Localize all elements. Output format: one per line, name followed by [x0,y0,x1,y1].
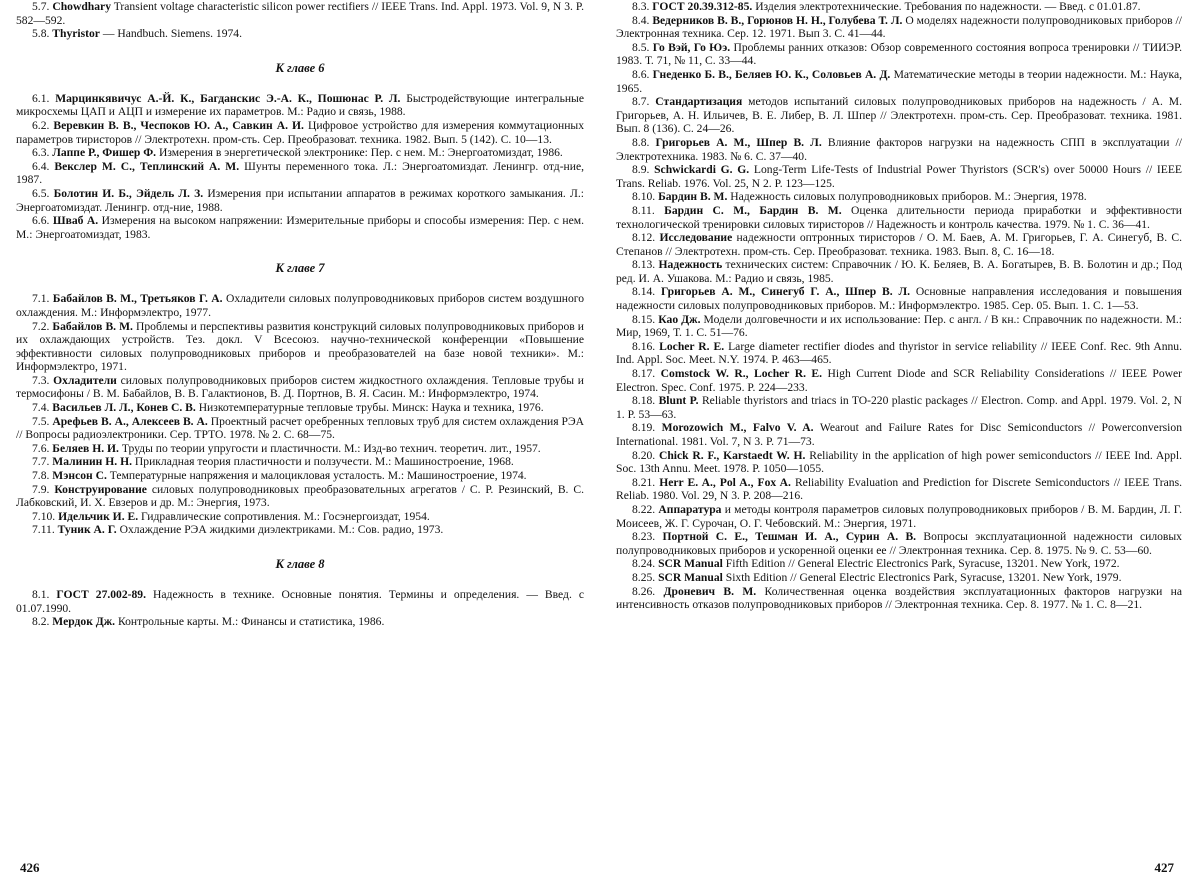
reference-text: Large diameter rectifier diodes and thyristor in service reliability // IEEE Conf. Rec. 9th Annu. Ind. Appl. Soc. Meet. N.Y. 1974. P. 463—465. [616,339,1182,367]
left-page-number: 426 [20,860,40,875]
left-page [16,0,584,883]
reference-author: Thyristor [52,27,100,41]
reference-entry [16,187,584,214]
reference-author: Chick R. F., Karstaedt W. H. [658,448,806,462]
reference-author: Го Вэй, Го Юэ. [652,40,731,54]
reference-text: и методы контроля параметров силовых полупроводниковых приборов / В. М. Бардин, Л. Г. Моисеев, Ж. Г. Сурочан, О. Г. Чебовский. М.: Энергия, 1971. [616,502,1182,530]
reference-entry [616,68,1182,95]
reference-number: 7.1. [32,292,50,306]
reference-number: 8.23. [632,530,656,544]
reference-number: 7.6. [32,441,50,455]
reference-entry [616,557,1182,571]
right-page-number: 427 [1154,860,1174,875]
reference-number: 8.15. [632,312,656,326]
reference-number: 8.22. [632,502,656,516]
reference-number: 8.9. [632,163,650,177]
reference-text: — Handbuch. Siemens. 1974. [102,27,242,41]
reference-number: 8.7. [632,95,650,109]
reference-number: 8.2. [32,615,50,629]
reference-text: методов испытаний силовых полупроводниковых приборов на надежность / А. М. Григорьев, А. Н. Ильичев, В. Е. Либер, В. Л. Шпер // Электротехн. пром-сть. Сер. Преобразоват. техника. 1981. Вып. 8 (136). С. 24—26. [616,95,1182,136]
reference-number: 8.10. [632,190,656,204]
reference-text: Измерения в энергетической электронике: Пер. с нем. М.: Энергоатомиздат, 1986. [159,146,563,160]
reference-number: 8.19. [632,421,656,435]
reference-number: 8.14. [632,285,656,299]
reference-entry [616,190,1182,204]
reference-entry [616,95,1182,136]
reference-text: Sixth Edition // General Electric Electronics Park, Syracuse, 13201. New York, 1979. [725,570,1122,584]
reference-text: Модели долговечности и их использование: Пер. с англ. / В кн.: Справочник по надежности. М.: Мир, 1969, Т. 1. С. 51—76. [616,312,1183,340]
reference-text: Шунты переменного тока. Л.: Энергоатомиздат. Ленингр. отд-ние, 1987. [16,159,585,187]
reference-author: Бабайлов В. М., Третьяков Г. А. [52,292,223,306]
reference-text: Охладители силовых полупроводниковых приборов систем воздушного охлаждения. М.: Информэлектро, 1977. [16,292,585,319]
chapter-heading: К главе 7 [275,261,325,276]
reference-number: 7.8. [32,469,50,483]
left-page-references [16,0,584,841]
reference-author: Мердок Дж. [52,615,116,629]
reference-number: 8.6. [632,67,650,81]
reference-number: 8.5. [632,40,650,54]
reference-text: Цифровое устройство для измерения коммутационных параметров тиристоров // Электротехн. пром-сть. Сер. Преобразоват. техника. 1982. Вып. 5 (142). С. 10—13. [16,118,584,146]
reference-author: Бардин В. М. [658,190,728,204]
reference-entry [16,160,584,187]
reference-number: 7.10. [32,509,56,523]
reference-author: Исследование [659,231,733,245]
reference-text: Охлаждение РЭА жидкими диэлектриками. М.: Сов. радио, 1973. [119,523,444,537]
reference-author: ГОСТ 20.39.312-85. [652,0,753,13]
reference-entry [16,27,584,41]
reference-number: 7.9. [32,482,50,496]
reference-text: Температурные напряжения и малоцикловая усталость. М.: Машиностроение, 1974. [109,469,527,483]
reference-text: технических систем: Справочник / Ю. К. Беляев, В. А. Богатырев, В. В. Болотин и др.; Под ред. И. А. Ушакова. М.: Радио и связь, 1985. [616,258,1182,285]
reference-number: 8.20. [632,448,656,462]
reference-number: 8.24. [632,557,656,571]
reference-author: Ведерников В. В., Горюнов Н. Н., Голубева Т. Л. [652,13,903,27]
reference-entry [616,313,1182,340]
reference-author: Портной С. Е., Тешман И. А., Сурин А. В. [662,530,917,544]
chapter-heading: К главе 6 [275,60,325,75]
reference-entry [16,523,584,537]
reference-text: Проектный расчет оребренных тепловых труб для систем охлаждения РЭА // Вопросы радиоэлектроники. Сер. ТРТО. 1978. № 2. С. 68—75. [16,414,584,442]
reference-entry [616,204,1182,231]
reference-author: Идельчик И. Е. [58,509,139,523]
reference-text: Основные направления исследования и повышения надежности силовых полупроводниковых приборов. М.: Информэлектро. 1985. Сер. 05. Вып. 1. С. 1—53. [616,285,1183,313]
reference-number: 6.1. [32,91,50,105]
reference-number: 7.3. [32,373,50,387]
reference-number: 5.8. [32,27,50,41]
reference-entry [616,41,1182,68]
reference-text: Гидравлические сопротивления. М.: Госэнергоиздат, 1954. [141,509,430,523]
reference-author: SCR Manual [658,557,723,571]
reference-entry [616,367,1182,394]
reference-number: 7.11. [32,523,55,537]
reference-number: 7.5. [32,414,50,428]
reference-text: Контрольные карты. М.: Финансы и статистика, 1986. [117,615,385,629]
reference-number: 6.2. [32,118,50,132]
reference-entry [616,571,1182,585]
reference-text: силовых полупроводниковых приборов систем жидкостного охлаждения. Тепловые трубы и термосифоны / В. М. Бабайлов, В. В. Галактионов, В. Д. Портнов, В. Я. Сасин. М.: Информэлектро, 1974. [16,373,584,401]
reference-author: Конструирование [54,482,147,496]
reference-entry [16,320,584,374]
reference-entry [16,469,584,483]
reference-number: 8.13. [632,258,656,272]
reference-entry [616,14,1182,41]
reference-text: Проблемы и перспективы развития конструкций силовых полупроводниковых приборов и их охлаждающих устройств. Тез. докл. V Всесоюз. научно-технической конференции «Повышение эффективности силовых полупроводниковых приборов и преобразователей на базе новой техники». М.: Информэлектро, 1971. [16,319,585,374]
reference-number: 7.7. [32,455,50,469]
reference-text: Вопросы эксплуатационной надежности силовых полупроводниковых приборов и ускоренной оценки ее // Электронная техника. Сер. 8. 1975. № 9. С. 53—60. [616,530,1182,557]
reference-text: Fifth Edition // General Electric Electronics Park, Syracuse, 13201. New York, 1972. [725,557,1120,571]
reference-author: Васильев Л. Л., Конев С. В. [52,401,196,415]
reference-number: 7.4. [32,401,50,415]
reference-author: Арефьев В. А., Алексеев В. А. [52,414,208,428]
reference-author: Беляев Н. И. [52,441,119,455]
reference-text: Низкотемпературные тепловые трубы. Минск: Наука и техника, 1976. [198,401,544,415]
reference-entry [616,258,1182,285]
reference-text: Измерения на высоком напряжении: Измерительные приборы и способы измерения: Пер. с нем. М.: Энергоатомиздат, 1983. [16,214,584,241]
reference-text: Reliable thyristors and triacs in TO-220 plastic packages // Electron. Comp. and Appl. 1979. Vol. 2, N 1. P. 53—63. [616,394,1182,421]
reference-entry [616,163,1182,190]
reference-text: Transient voltage characteristic silicon power rectifiers // IEEE Trans. Ind. Appl. 1973. Vol. 9, N 3. P. 582—592. [16,0,584,27]
reference-text: Надежность силовых полупроводниковых приборов. М.: Энергия, 1978. [730,190,1087,204]
reference-text: Reliability in the application of high power semiconductors // IEEE Ind. Appl. Soc. 13th Annu. Meet. 1978. P. 1050—1055. [616,448,1182,476]
reference-text: Изделия электротехнические. Требования по надежности. — Введ. с 01.01.87. [755,0,1141,13]
reference-entry [16,292,584,319]
reference-text: Количественная оценка воздействия эксплуатационных факторов нагрузки на интенсивность отказов полупроводниковых приборов // Электронная техника. Сер. 8. 1977. № 1. С. 8—21. [616,584,1182,612]
reference-entry [616,0,1182,14]
reference-text: Надежность в технике. Основные понятия. Термины и определения. — Введ. с 01.07.1990. [16,588,584,615]
reference-entry [616,421,1182,448]
reference-entry [16,92,584,119]
reference-entry [616,285,1182,312]
reference-author: Лаппе Р., Фишер Ф. [52,146,157,160]
reference-text: Труды по теории упругости и пластичности. М.: Изд-во технич. теоретич. лит., 1957. [121,441,541,455]
reference-entry [16,588,584,615]
reference-number: 5.7. [32,0,50,13]
reference-author: Дроневич В. М. [663,584,757,598]
reference-author: Туник А. Г. [57,523,117,537]
reference-author: ГОСТ 27.002-89. [56,588,147,601]
reference-entry [16,119,584,146]
reference-entry [16,442,584,456]
reference-number: 8.17. [632,367,656,381]
reference-text: High Current Diode and SCR Reliability Considerations // IEEE Power Electron. Spec. Conf. 1975. P. 224—233. [616,367,1182,394]
reference-entry [16,0,584,27]
reference-number: 8.25. [632,570,656,584]
reference-author: Векслер М. С., Теплинский А. М. [54,159,240,173]
reference-entry [16,615,584,629]
reference-entry [16,146,584,160]
reference-entry [616,449,1182,476]
right-page-references [616,0,1182,841]
reference-text: Reliability Evaluation and Prediction for Discrete Semiconductors // IEEE Trans. Reliab. 1980. Vol. 29, N 3. P. 208—216. [616,475,1183,503]
reference-number: 7.2. [32,319,50,333]
reference-number: 8.16. [632,339,656,353]
reference-number: 6.3. [32,146,50,160]
reference-author: Надежность [658,258,723,272]
reference-number: 8.8. [632,135,650,149]
reference-author: Schwickardi G. G. [654,163,750,177]
reference-author: Мэнсон С. [52,469,107,483]
reference-text: Измерения при испытании аппаратов в режимах короткого замыкания. Л.: Энергоатомиздат. Ленингр. отд-ние, 1988. [16,186,584,214]
reference-entry [616,394,1182,421]
reference-author: Herr E. A., Pol A., Fox A. [659,475,791,489]
reference-text: Wearout and Failure Rates for Disc Semiconductors // Powerconversion International. 1981. Vol. 7, N 3. P. 71—73. [616,421,1183,448]
reference-text: Прикладная теория пластичности и ползучести. М.: Машиностроение, 1968. [134,455,514,469]
reference-author: Као Дж. [658,312,701,326]
reference-author: Григорьев А. М., Шпер В. Л. [655,135,822,149]
reference-author: Малинин Н. Н. [52,455,132,469]
reference-number: 8.4. [632,13,650,27]
reference-entry [616,476,1182,503]
reference-number: 8.26. [632,584,656,598]
reference-author: Comstock W. R., Locher R. E. [660,367,823,381]
reference-author: Chowdhary [52,0,111,13]
reference-entry [616,231,1182,258]
reference-entry [616,340,1182,367]
reference-number: 8.21. [632,475,656,489]
reference-entry [616,136,1182,163]
reference-text: силовых полупроводниковых преобразовательных агрегатов / С. Р. Резинский, В. С. Лабковский, И. Х. Евзеров и др. М.: Энергия, 1973. [16,482,584,510]
reference-entry [16,510,584,524]
reference-author: Марцинкявичус А.-Й. К., Багданскис Э.-А. К., Пошюнас Р. Л. [55,91,401,105]
reference-entry [16,401,584,415]
reference-number: 6.5. [32,186,50,200]
reference-author: Веревкин В. В., Чеспоков Ю. А., Савкин А. И. [53,118,304,132]
reference-author: Morozowich M., Falvo V. A. [661,421,814,435]
reference-entry [16,415,584,442]
reference-text: Проблемы ранних отказов: Обзор современного состояния вопроса тренировки // ТИИЭР. 1983. Т. 71, № 11, С. 33—44. [616,40,1182,68]
reference-text: Быстродействующие интегральные микросхемы ЦАП и АЦП и измерение их параметров. М.: Радио и связь, 1988. [16,91,584,119]
reference-number: 8.11. [632,203,655,217]
reference-entry [16,483,584,510]
reference-number: 8.18. [632,394,656,408]
chapter-heading: К главе 8 [275,557,325,571]
reference-entry [616,503,1182,530]
reference-author: Гнеденко Б. В., Беляев Ю. К., Соловьев А. Д. [652,67,891,81]
reference-entry [16,374,584,401]
reference-text: Long-Term Life-Tests of Industrial Power Thyristors (SCR's) over 50000 Hours // IEEE Trans. Reliab. 1976. Vol. 25, N 2. P. 123—125. [616,163,1182,190]
reference-author: SCR Manual [658,570,723,584]
reference-text: О моделях надежности полупроводниковых приборов // Электронная техника. Сер. 12. 1971. Вып 3. С. 41—44. [616,13,1182,41]
reference-number: 8.1. [32,588,50,601]
reference-author: Шваб А. [52,214,99,228]
reference-entry [16,214,584,241]
reference-text: надежности оптронных тиристоров / О. М. Баев, А. М. Григорьев, Г. А. Синегуб, В. С. Степанов // Электротехн. пром-сть. Сер. Преобразоват. техника. 1983. Вып. 8, С. 16—18. [616,231,1183,258]
reference-author: Locher R. E. [659,339,725,353]
reference-entry [616,585,1182,612]
reference-text: Оценка длительности периода приработки и эффективности технологической тренировки силовых тиристоров // Надежность и контроль качества. 1979. № 1. С. 36—41. [616,203,1182,231]
reference-text: Математические методы в теории надежности. М.: Наука, 1965. [616,67,1182,95]
reference-entry [616,530,1182,557]
reference-number: 8.12. [632,231,656,245]
reference-author: Бабайлов В. М. [52,319,133,333]
reference-number: 6.4. [32,159,50,173]
reference-author: Охладители [53,373,117,387]
reference-author: Blunt P. [658,394,699,408]
reference-author: Григорьев А. М., Синегуб Г. А., Шпер В. Л. [661,285,910,299]
reference-text: Влияние факторов нагрузки на надежность СПП в эксплуатации // Электротехника. 1983. № 6. С. 37—40. [616,135,1182,163]
reference-number: 8.3. [632,0,650,13]
reference-author: Аппаратура [658,502,722,516]
reference-number: 6.6. [32,214,50,228]
reference-entry [16,455,584,469]
reference-author: Бардин С. М., Бардин В. М. [664,203,842,217]
right-page [616,0,1182,883]
reference-author: Стандартизация [655,95,743,109]
reference-author: Болотин И. Б., Эйдель Л. З. [53,186,204,200]
